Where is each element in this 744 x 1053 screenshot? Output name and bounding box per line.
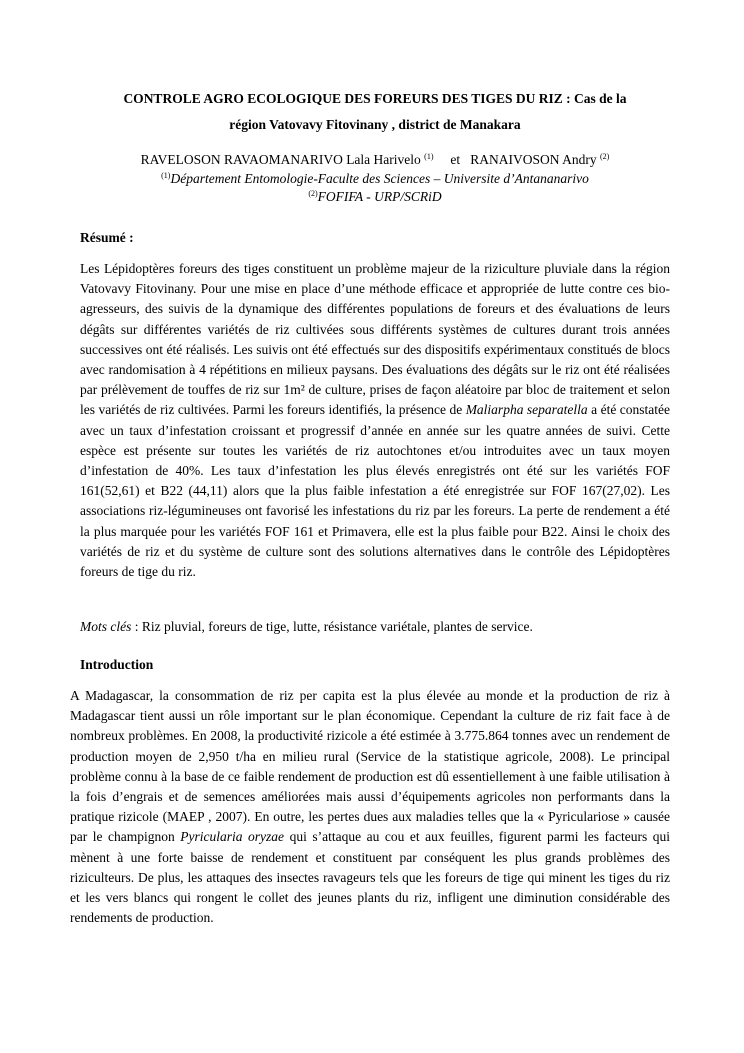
resume-heading: Résumé : [80, 230, 134, 245]
introduction-text-part-1: A Madagascar, la consommation de riz per capita est la plus élevée au monde et la production de riz à Madagascar tient aussi un rôle important sur le plan économique. Cependant la culture de riz fait face à de nombreux problèmes. En 2008, la productivité rizicole a été estimée à 3.775.864 tonnes avec un rendement de production moyen de 2,950 t/ha en milieu rural (Service de la statistique agricole, 2008). Le principal problème connu à la base de ce faible rendement de production est dû essentiellement à une faible utilisation à la fois d’engrais et de semences améliorées mais aussi d’équipements agricoles non performants dans la pratique rizicole (MAEP , 2007). En outre, les pertes dues aux maladies telles que la « Pyriculariose » causée par le champignon [70, 688, 670, 845]
abstract-text-part-1: Les Lépidoptères foreurs des tiges constituent un problème majeur de la riziculture pluviale dans la région Vatovavy Fitovinany. Pour une mise en place d’une méthode efficace et appropriée de lutte contre ces bio-agresseurs, des suivis de la dynamique des différentes populations de foreurs et des évaluations de leurs dégâts sur différentes variétés de riz cultivées sous différents systèmes de cultures durant trois années successives ont été réalisés. Les suivis ont été effectués sur des dispositifs expérimentaux constitués de blocs avec randomisation à 4 répétitions en milieux paysans. Des évaluations des dégâts sur le riz ont été réalisées par prélèvement de touffes de riz sur 1m² de culture, prises de façon aléatoire par bloc de traitement et selon les variétés de riz cultivées. Parmi les foreurs identifiés, la présence de [80, 261, 670, 418]
affiliation-1-mark: (1) [161, 171, 171, 180]
author-1-name: RAVELOSON RAVAOMANARIVO Lala Harivelo [140, 152, 421, 167]
author-2-affiliation-mark: (2) [600, 152, 610, 161]
affiliation-1-text: Département Entomologie-Faculte des Sciences – Universite d’Antananarivo [170, 171, 589, 186]
affiliation-2-text: FOFIFA - URP/SCRiD [317, 189, 442, 204]
abstract-paragraph [80, 259, 670, 582]
author-1-affiliation-mark: (1) [424, 152, 434, 161]
affiliation-1 [80, 170, 670, 188]
introduction-heading: Introduction [80, 657, 154, 672]
keywords-label: Mots clés [80, 619, 132, 634]
introduction-species-name: Pyricularia oryzae [180, 829, 285, 845]
author-2-name: RANAIVOSON Andry [470, 152, 597, 167]
author-conjunction: et [450, 152, 461, 167]
affiliation-2-mark: (2) [308, 189, 318, 198]
affiliation-2 [80, 188, 670, 206]
title-line-1: CONTROLE AGRO ECOLOGIQUE DES FOREURS DES TIGES DU RIZ : Cas de la [123, 91, 627, 106]
paper-title [80, 86, 670, 138]
introduction-paragraph [70, 686, 670, 928]
keywords-text: : Riz pluvial, foreurs de tige, lutte, résistance variétale, plantes de service. [131, 619, 533, 634]
author-line [80, 151, 670, 169]
keywords-line [80, 617, 670, 637]
abstract-text-part-2: a été constatée avec un taux d’infestation croissant et progressif d’année en année sur les quatre années de suivi. Cette espèce est présente sur toutes les variétés de riz autochtones et/ou introduites avec un taux moyen d’infestation de 40%. Les taux d’infestation les plus élevés enregistrés ont été sur les variétés FOF 161(52,61) et B22 (44,11) alors que la plus faible infestation a été enregistrée sur FOF 167(27,02). Les associations riz-légumineuses ont favorisé les infestations du riz par les foreurs. La perte de rendement a été la plus marquée pour les variétés FOF 161 et Primavera, elle est la plus faible pour B22. Ainsi le choix des variétés de riz et du système de culture sont des solutions alternatives dans le contrôle des Lépidoptères foreurs de tige du riz. [80, 402, 671, 580]
introduction-text-part-2: qui s’attaque au cou et aux feuilles, figurent parmi les facteurs qui mènent à une forte baisse de rendement et constituent par conséquent les plus grands problèmes des riziculteurs. De plus, les attaques des insectes ravageurs tels que les foreurs de tige qui minent les tiges du riz et les vers blancs qui rongent le collet des jeunes plants du riz, infligent une diminution considérable des rendements de production. [70, 829, 671, 926]
title-line-2: région Vatovavy Fitovinany , district de Manakara [229, 117, 521, 132]
abstract-species-name: Maliarpha separatella [465, 402, 588, 418]
